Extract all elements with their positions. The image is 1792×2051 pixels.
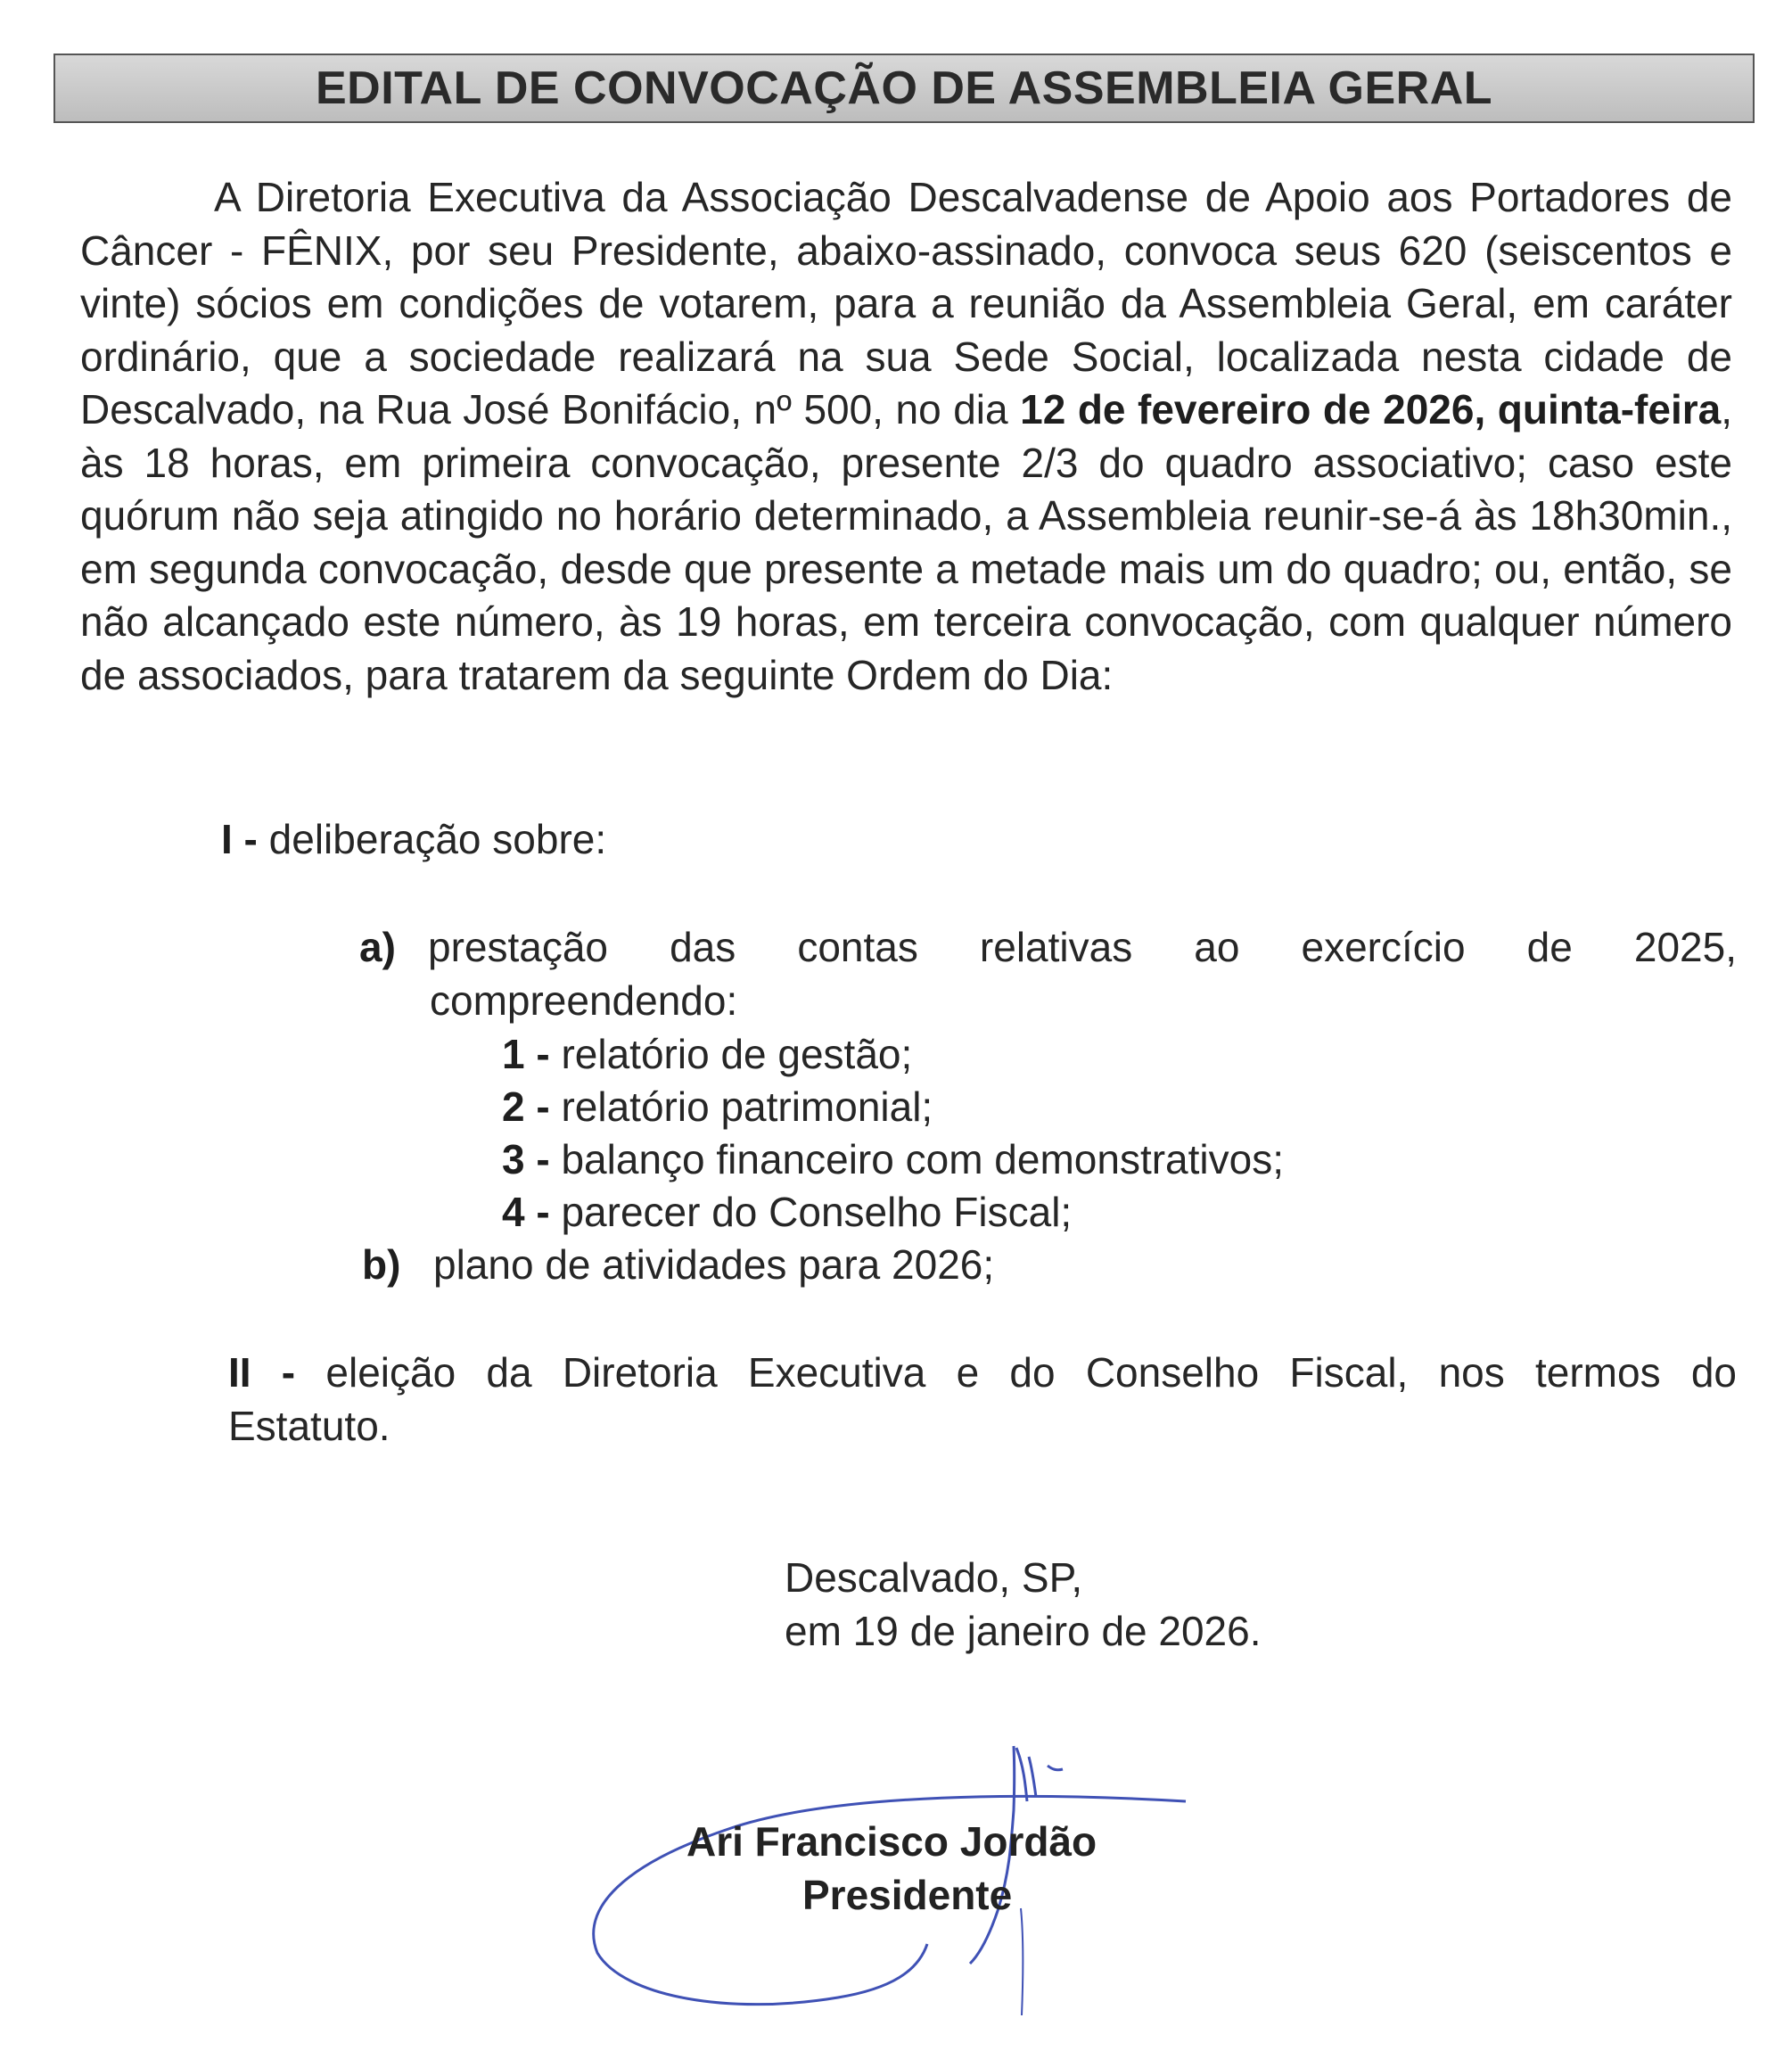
subitem-number: 3 - — [502, 1136, 550, 1182]
subitem-number: 4 - — [502, 1189, 550, 1235]
agenda-item-1-text: deliberação sobre: — [268, 816, 607, 862]
subitem-text: relatório patrimonial; — [561, 1083, 933, 1130]
date-line: em 19 de janeiro de 2026. — [785, 1608, 1262, 1654]
signatory-role: Presidente — [802, 1872, 1013, 1918]
subitem-text: relatório de gestão; — [561, 1031, 913, 1077]
agenda-item-a-text-line2: compreendendo: — [430, 977, 738, 1024]
subitem-number: 2 - — [502, 1083, 550, 1130]
agenda-item-2-text-line2: Estatuto. — [228, 1403, 390, 1449]
agenda-item-b-text: plano de atividades para 2026; — [433, 1241, 995, 1288]
agenda-item-b — [362, 1239, 994, 1291]
agenda-item-2-number: II - — [228, 1349, 296, 1396]
paragraph-text-part2: , às 18 horas, em primeira convocação, presente 2/3 do quadro associativo; caso este quórum não seja atingido no horário determinado, a Assembleia reunir-se-á às 18h30min., em segunda convocação, desde que presente a metade mais um do quadro; ou, então, se não alcançado este número, às 19 horas, em terceira convocação, com qualquer número de associados, para tratarem da seguinte Ordem do Dia: — [80, 386, 1732, 698]
subitem — [502, 1028, 912, 1081]
subitem — [502, 1133, 1284, 1186]
subitem-number: 1 - — [502, 1031, 550, 1077]
agenda-item-1 — [221, 813, 606, 866]
subitem-text: balanço financeiro com demonstrativos; — [561, 1136, 1284, 1182]
convocation-paragraph — [80, 171, 1732, 702]
document-title: EDITAL DE CONVOCAÇÃO DE ASSEMBLEIA GERAL — [315, 62, 1493, 114]
agenda-item-a-label: a) — [359, 924, 396, 970]
agenda-item-a — [359, 921, 1737, 974]
subitem-text: parecer do Conselho Fiscal; — [561, 1189, 1073, 1235]
meeting-date: 12 de fevereiro de 2026, quinta-feira — [1020, 386, 1722, 432]
subitem — [502, 1186, 1072, 1239]
title-banner — [53, 54, 1755, 123]
agenda-item-1-number: I - — [221, 816, 258, 862]
agenda-item-2-text-line1: eleição da Diretoria Executiva e do Conselho Fiscal, nos termos do — [325, 1349, 1737, 1396]
signatory-name: Ari Francisco Jordão — [686, 1818, 1097, 1865]
signature-tail-stroke — [1021, 1908, 1023, 2015]
signature-flourish-stroke — [1016, 1748, 1063, 1801]
agenda-item-a-text-line1: prestação das contas relativas ao exercício de 2025, — [428, 924, 1737, 970]
place-line: Descalvado, SP, — [785, 1554, 1083, 1601]
agenda-item-b-label: b) — [362, 1241, 401, 1288]
subitem — [502, 1081, 933, 1133]
agenda-item-2 — [228, 1347, 1737, 1399]
paragraph-text-part1: A Diretoria Executiva da Associação Descalvadense de Apoio aos Portadores de Câncer - FÊNIX, por seu Presidente, abaixo-assinado, convoca seus 620 (seiscentos e vinte) sócios em condições de votarem, para a reunião da Assembleia Geral, em caráter ordinário, que a sociedade realizará na sua Sede Social, localizada nesta cidade de Descalvado, na Rua José Bonifácio, nº 500, no dia — [80, 174, 1732, 432]
